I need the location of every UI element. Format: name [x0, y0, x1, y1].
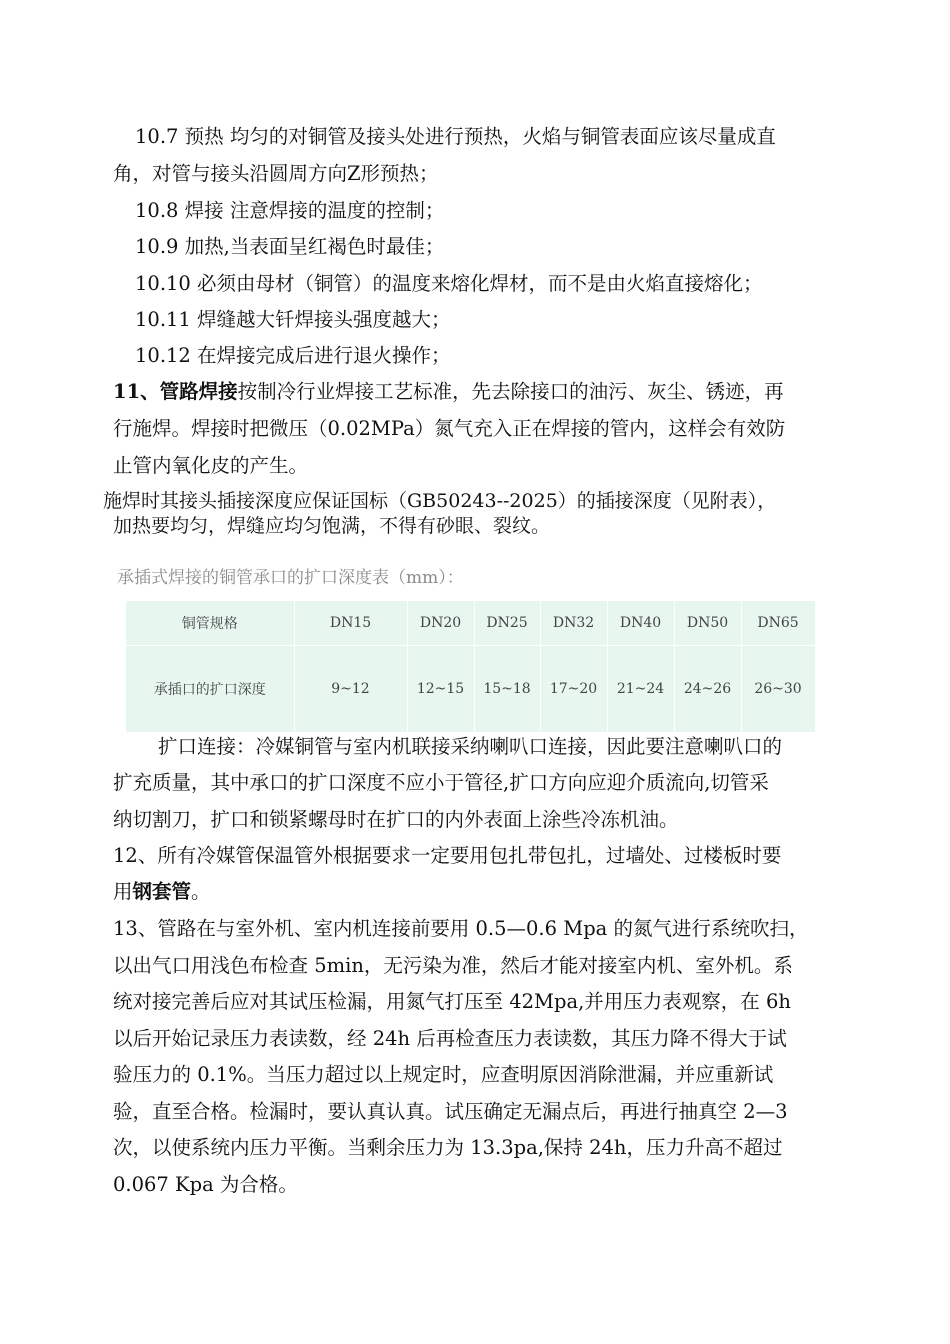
paragraph-line: 0.067 Kpa 为合格。 — [113, 1173, 298, 1196]
paragraph-line: 角，对管与接头沿圆周方向Z形预热； — [113, 162, 439, 185]
paragraph-text: 用 — [113, 880, 133, 903]
paragraph-line: 12、所有冷媒管保温管外根据要求一定要用包扎带包扎，过墙处、过楼板时要 — [113, 844, 782, 867]
paragraph-line: 10.8 焊接 注意焊接的温度的控制； — [135, 199, 445, 222]
section-11-heading-line — [113, 376, 890, 408]
table-header-row — [126, 601, 815, 646]
section-number: 11、 — [113, 380, 160, 403]
table-cell: 9~12 — [294, 646, 407, 733]
paragraph-line: 13、管路在与室外机、室内机连接前要用 0.5—0.6 Mpa 的氮气进行系统吹扫， — [113, 917, 809, 940]
paragraph-line: 10.11 焊缝越大钎焊接头强度越大； — [135, 308, 451, 331]
table-cell: 21~24 — [607, 646, 674, 733]
paragraph-text: 按制冷行业焊接工艺标准，先去除接口的油污、灰尘、锈迹，再 — [237, 380, 784, 403]
paragraph-line: 以后开始记录压力表读数，经 24h 后再检查压力表读数，其压力降不得大于试 — [113, 1027, 787, 1050]
table-cell: 24~26 — [674, 646, 741, 733]
paragraph-line: 止管内氧化皮的产生。 — [113, 454, 309, 477]
paragraph-line: 验，直至合格。检漏时，要认真认真。试压确定无漏点后，再进行抽真空 2—3 — [113, 1100, 788, 1123]
table-cell: 15~18 — [474, 646, 540, 733]
table-header-cell: 铜管规格 — [126, 601, 294, 646]
paragraph-line: 加热要均匀，焊缝应均匀饱满，不得有砂眼、裂纹。 — [113, 515, 551, 537]
table-cell: 12~15 — [407, 646, 474, 733]
paragraph-line — [113, 876, 890, 908]
bold-term: 钢套管 — [132, 880, 192, 903]
table-cell: 26~30 — [741, 646, 815, 733]
paragraph-line: 施焊时其接头插接深度应保证国标（GB50243--2025）的插接深度（见附表）， — [103, 490, 777, 512]
table-header-cell: DN50 — [674, 601, 741, 646]
paragraph-line: 扩口连接：冷媒铜管与室内机联接采纳喇叭口连接，因此要注意喇叭口的 — [158, 735, 783, 758]
flare-depth-table — [126, 601, 816, 733]
paragraph-line: 10.7 预热 均匀的对铜管及接头处进行预热，火焰与铜管表面应该尽量成直 — [135, 125, 776, 148]
paragraph-line: 10.9 加热,当表面呈红褐色时最佳； — [135, 235, 445, 258]
table-cell: 17~20 — [540, 646, 607, 733]
table-caption: 承插式焊接的铜管承口的扩口深度表（mm）： — [117, 568, 464, 588]
paragraph-line: 扩充质量，其中承口的扩口深度不应小于管径,扩口方向应迎介质流向,切管采 — [113, 771, 769, 794]
table-header-cell: DN25 — [474, 601, 540, 646]
paragraph-line: 验压力的 0.1%。当压力超过以上规定时，应查明原因消除泄漏，并应重新试 — [113, 1063, 774, 1086]
paragraph-text: 。 — [191, 880, 211, 903]
paragraph-line: 次，以使系统内压力平衡。当剩余压力为 13.3pa,保持 24h，压力升高不超过 — [113, 1136, 783, 1159]
table-header-cell: DN15 — [294, 601, 407, 646]
table-header-cell: DN32 — [540, 601, 607, 646]
table-row — [126, 646, 815, 733]
paragraph-line: 10.10 必须由母材（铜管）的温度来熔化焊材，而不是由火焰直接熔化； — [135, 272, 763, 295]
paragraph-line: 统对接完善后应对其试压检漏，用氮气打压至 42Mpa,并用压力表观察，在 6h — [113, 990, 791, 1013]
table-cell: 承插口的扩口深度 — [126, 646, 294, 733]
paragraph-line: 纳切割刀，扩口和锁紧螺母时在扩口的内外表面上涂些冷冻机油。 — [113, 808, 679, 831]
paragraph-line: 行施焊。焊接时把微压（0.02MPa）氮气充入正在焊接的管内，这样会有效防 — [113, 417, 786, 440]
paragraph-line: 以出气口用浅色布检查 5min，无污染为准，然后才能对接室内机、室外机。系 — [113, 954, 793, 977]
paragraph-line: 10.12 在焊接完成后进行退火操作； — [135, 344, 451, 367]
table-header-cell: DN65 — [741, 601, 815, 646]
section-title: 管路焊接 — [159, 380, 238, 403]
table-header-cell: DN20 — [407, 601, 474, 646]
table-header-cell: DN40 — [607, 601, 674, 646]
